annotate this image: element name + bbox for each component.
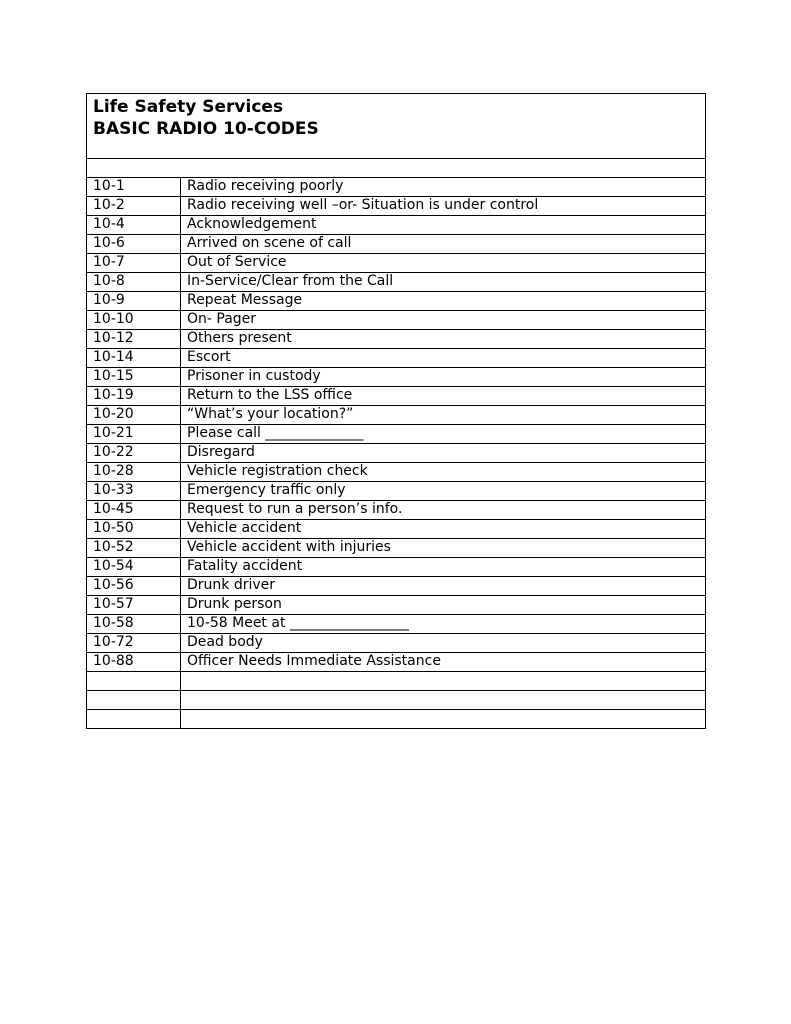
meaning-cell: Officer Needs Immediate Assistance	[181, 653, 706, 672]
empty-row	[87, 691, 706, 710]
meaning-cell: Dead body	[181, 634, 706, 653]
meaning-cell: Out of Service	[181, 254, 706, 273]
meaning-cell: Vehicle accident	[181, 520, 706, 539]
meaning-cell: Radio receiving poorly	[181, 178, 706, 197]
table-row	[87, 596, 706, 615]
meaning-cell: Disregard	[181, 444, 706, 463]
code-cell: 10-10	[87, 311, 181, 330]
code-cell: 10-8	[87, 273, 181, 292]
code-cell: 10-54	[87, 558, 181, 577]
meaning-cell: Fatality accident	[181, 558, 706, 577]
code-cell: 10-2	[87, 197, 181, 216]
meaning-cell: Others present	[181, 330, 706, 349]
meaning-cell: Drunk driver	[181, 577, 706, 596]
code-cell: 10-50	[87, 520, 181, 539]
meaning-cell: Request to run a person’s info.	[181, 501, 706, 520]
code-cell: 10-58	[87, 615, 181, 634]
code-cell: 10-14	[87, 349, 181, 368]
empty-row	[87, 672, 706, 691]
table-row	[87, 653, 706, 672]
meaning-cell: Vehicle accident with injuries	[181, 539, 706, 558]
table-row	[87, 539, 706, 558]
code-cell: 10-19	[87, 387, 181, 406]
code-cell: 10-15	[87, 368, 181, 387]
spacer-cell	[87, 159, 706, 178]
table-row	[87, 349, 706, 368]
spacer-row	[87, 159, 706, 178]
empty-meaning-cell	[181, 672, 706, 691]
empty-code-cell	[87, 691, 181, 710]
code-cell: 10-1	[87, 178, 181, 197]
meaning-cell: Repeat Message	[181, 292, 706, 311]
code-cell: 10-72	[87, 634, 181, 653]
meaning-cell: Prisoner in custody	[181, 368, 706, 387]
table-row	[87, 387, 706, 406]
code-cell: 10-57	[87, 596, 181, 615]
code-cell: 10-12	[87, 330, 181, 349]
table-row	[87, 406, 706, 425]
code-cell: 10-6	[87, 235, 181, 254]
table-row	[87, 463, 706, 482]
empty-code-cell	[87, 672, 181, 691]
table-row	[87, 235, 706, 254]
empty-row	[87, 710, 706, 729]
code-cell: 10-33	[87, 482, 181, 501]
table-row	[87, 425, 706, 444]
meaning-cell: 10-58 Meet at _________________	[181, 615, 706, 634]
meaning-cell: Drunk person	[181, 596, 706, 615]
table-row	[87, 520, 706, 539]
title-row	[87, 94, 706, 159]
empty-meaning-cell	[181, 691, 706, 710]
title-cell	[87, 94, 706, 159]
table-row	[87, 577, 706, 596]
table-row	[87, 482, 706, 501]
meaning-cell: Emergency traffic only	[181, 482, 706, 501]
meaning-cell: Return to the LSS office	[181, 387, 706, 406]
meaning-cell: Please call ______________	[181, 425, 706, 444]
table-row	[87, 178, 706, 197]
document-title: BASIC RADIO 10-CODES	[93, 119, 319, 139]
empty-meaning-cell	[181, 710, 706, 729]
code-cell: 10-56	[87, 577, 181, 596]
code-cell: 10-9	[87, 292, 181, 311]
table-row	[87, 615, 706, 634]
code-cell: 10-28	[87, 463, 181, 482]
meaning-cell: In-Service/Clear from the Call	[181, 273, 706, 292]
table-row	[87, 273, 706, 292]
code-cell: 10-45	[87, 501, 181, 520]
meaning-cell: Escort	[181, 349, 706, 368]
code-cell: 10-20	[87, 406, 181, 425]
code-cell: 10-21	[87, 425, 181, 444]
table-row	[87, 216, 706, 235]
empty-code-cell	[87, 710, 181, 729]
table-row	[87, 634, 706, 653]
meaning-cell: On- Pager	[181, 311, 706, 330]
meaning-cell: Radio receiving well –or- Situation is under control	[181, 197, 706, 216]
meaning-cell: Vehicle registration check	[181, 463, 706, 482]
code-cell: 10-52	[87, 539, 181, 558]
code-cell: 10-22	[87, 444, 181, 463]
table-row	[87, 330, 706, 349]
code-cell: 10-88	[87, 653, 181, 672]
meaning-cell: Arrived on scene of call	[181, 235, 706, 254]
organization-title: Life Safety Services	[93, 97, 284, 117]
table-row	[87, 368, 706, 387]
meaning-cell: “What’s your location?”	[181, 406, 706, 425]
meaning-cell: Acknowledgement	[181, 216, 706, 235]
table-row	[87, 254, 706, 273]
code-cell: 10-4	[87, 216, 181, 235]
radio-codes-body	[87, 94, 706, 729]
table-row	[87, 292, 706, 311]
table-row	[87, 311, 706, 330]
radio-codes-table	[86, 93, 706, 729]
table-row	[87, 501, 706, 520]
code-cell: 10-7	[87, 254, 181, 273]
table-row	[87, 558, 706, 577]
table-row	[87, 444, 706, 463]
table-row	[87, 197, 706, 216]
